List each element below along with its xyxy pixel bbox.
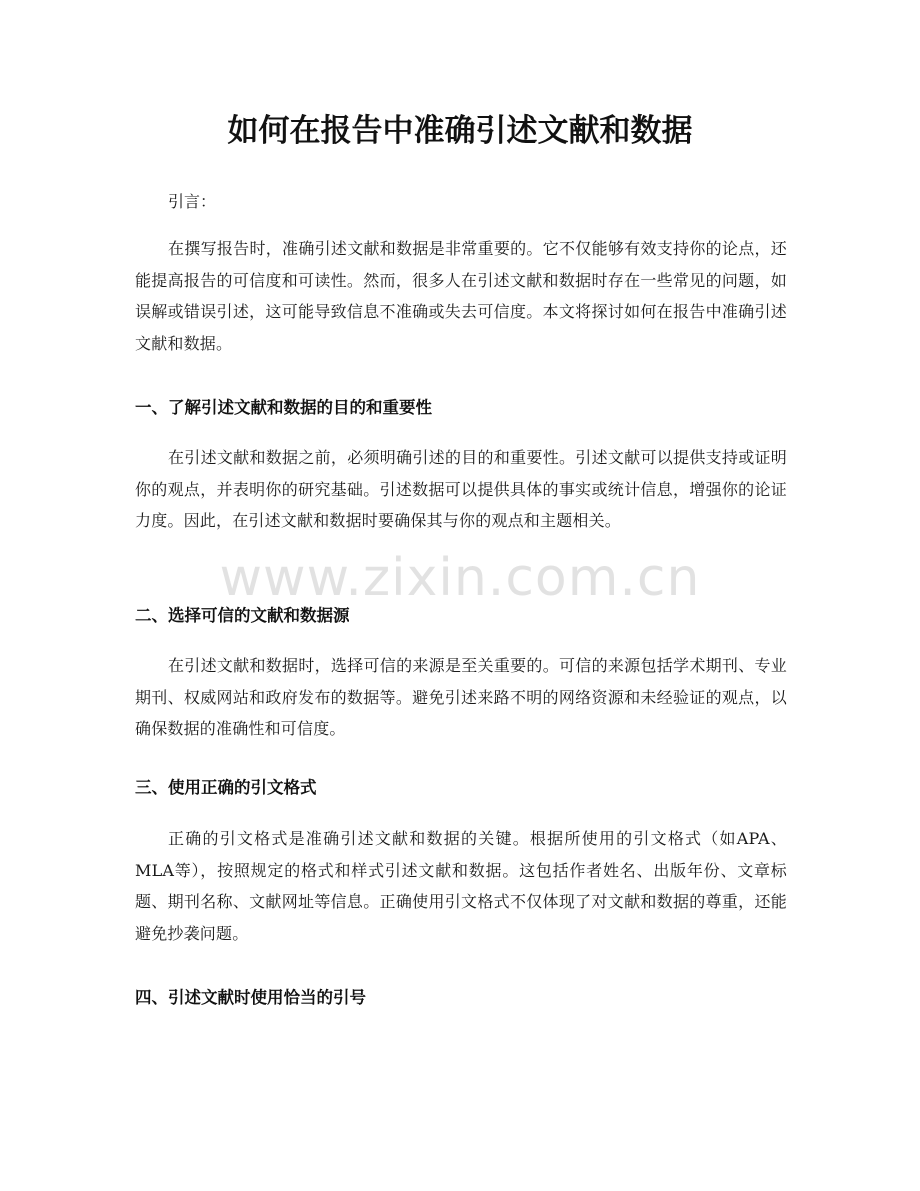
section-body-3: 正确的引文格式是准确引述文献和数据的关键。根据所使用的引文格式（如APA、MLA等），按照规定的格式和样式引述文献和数据。这包括作者姓名、出版年份、文章标题、期刊名称、文献网址等信息。正确使用引文格式不仅体现了对文献和数据的尊重，还能避免抄袭问题。 — [135, 829, 787, 943]
section-heading-1: 一、了解引述文献和数据的目的和重要性 — [135, 398, 432, 417]
section-body-2: 在引述文献和数据时，选择可信的来源是至关重要的。可信的来源包括学术期刊、专业期刊、权威网站和政府发布的数据等。避免引述来路不明的网络资源和未经验证的观点，以确保数据的准确性和可信度。 — [135, 656, 787, 739]
intro-label: 引言： — [168, 192, 217, 211]
section-heading-4: 四、引述文献时使用恰当的引号 — [135, 988, 366, 1007]
section-heading-2: 二、选择可信的文献和数据源 — [135, 606, 350, 625]
intro-paragraph: 在撰写报告时，准确引述文献和数据是非常重要的。它不仅能够有效支持你的论点，还能提高报告的可信度和可读性。然而，很多人在引述文献和数据时存在一些常见的问题，如误解或错误引述，这可能导致信息不准确或失去可信度。本文将探讨如何在报告中准确引述文献和数据。 — [135, 239, 787, 353]
page-title: 如何在报告中准确引述文献和数据 — [227, 113, 693, 149]
section-heading-3: 三、使用正确的引文格式 — [135, 778, 317, 797]
section-body-1: 在引述文献和数据之前，必须明确引述的目的和重要性。引述文献可以提供支持或证明你的观点，并表明你的研究基础。引述数据可以提供具体的事实或统计信息，增强你的论证力度。因此，在引述文献和数据时要确保其与你的观点和主题相关。 — [135, 448, 787, 531]
watermark: www.zixin.com.cn — [219, 548, 701, 608]
